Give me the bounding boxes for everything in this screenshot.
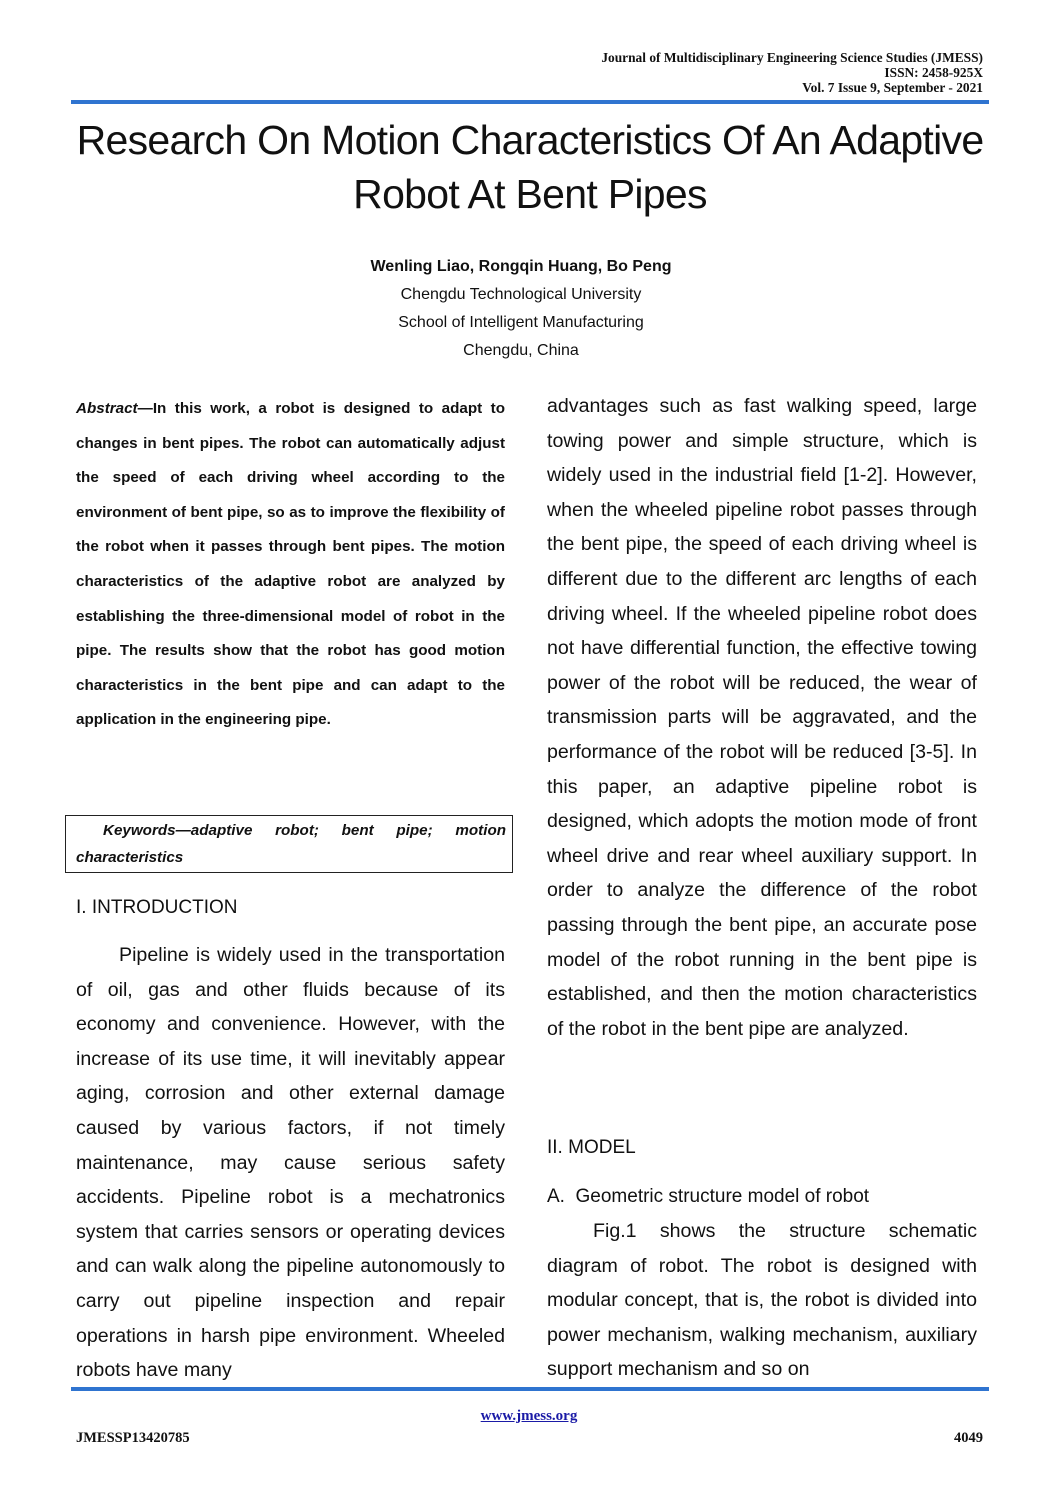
journal-name: Journal of Multidisciplinary Engineering Science Studies (JMESS) xyxy=(601,50,983,65)
left-column xyxy=(76,392,505,738)
journal-volume: Vol. 7 Issue 9, September - 2021 xyxy=(802,80,983,95)
figure-description-text: Fig.1 shows the structure schematic diagram of robot. The robot is designed with modular concept, that is, the robot is divided into power mechanism, walking mechanism, auxiliary support mechanism and so on xyxy=(547,1220,977,1381)
right-column-text: advantages such as fast walking speed, large towing power and simple structure, which is widely used in the industrial field [1-2]. However, when the wheeled pipeline robot passes through the bent pipe, the speed of each driving wheel is different due to the different arc lengths of each driving wheel. If the wheeled pipeline robot does not have differential function, the effective towing power of the robot will be reduced, the wear of transmission parts will be aggravated, and the performance of the robot will be reduced [3-5]. In this paper, an adaptive pipeline robot is designed, which adopts the motion mode of front wheel drive and rear wheel auxiliary support. In order to analyze the difference of the robot passing through the bent pipe, an accurate pose model of the robot running in the bent pipe is established, and then the motion characteristics of the robot in the bent pipe are analyzed. xyxy=(547,395,977,1040)
subsection-heading: A. Geometric structure model of robot xyxy=(547,1186,870,1207)
author-school: School of Intelligent Manufacturing xyxy=(398,314,644,331)
abstract-text: —In this work, a robot is designed to adapt to changes in bent pipes. The robot can automatically adjust the speed of each driving wheel according to the environment of bent pipe, so as to improve the flexibility of the robot when it passes through bent pipes. The motion characteristics of the adaptive robot are analyzed by establishing the three-dimensional model of robot in the pipe. The results show that the robot has good motion characteristics in the bent pipe and can adapt to the application in the engineering pipe. xyxy=(76,400,505,729)
introduction-text: Pipeline is widely used in the transportation of oil, gas and other fluids because of its economy and convenience. However, with the increase of its use time, it will inevitably appear aging, corrosion and other external damage caused by various factors, if not timely maintenance, may cause serious safety accidents. Pipeline robot is a mechatronics system that carries sensors or operating devices and can walk along the pipeline autonomously to carry out pipeline inspection and repair operations in harsh pipe environment. Wheeled robots have many xyxy=(76,944,505,1382)
journal-header xyxy=(601,50,983,95)
footer-divider xyxy=(71,1387,989,1391)
page-number: 4049 xyxy=(954,1430,983,1446)
header-divider xyxy=(71,100,989,104)
paper-id: JMESSP13420785 xyxy=(76,1430,190,1446)
keywords: Keywords—adaptive robot; bent pipe; motion characteristics xyxy=(76,822,506,866)
abstract-label: Abstract xyxy=(76,400,138,417)
author-university: Chengdu Technological University xyxy=(400,286,642,303)
author-block xyxy=(71,253,971,365)
abstract xyxy=(76,392,505,738)
journal-url-link[interactable]: www.jmess.org xyxy=(480,1408,578,1424)
author-location: Chengdu, China xyxy=(463,342,579,359)
journal-issn: ISSN: 2458-925X xyxy=(884,65,983,80)
paper-title: Research On Motion Characteristics Of An Adaptive Robot At Bent Pipes xyxy=(76,117,984,217)
section-heading-introduction: I. INTRODUCTION xyxy=(76,897,238,918)
author-names: Wenling Liao, Rongqin Huang, Bo Peng xyxy=(370,258,672,275)
section-heading-model: II. MODEL xyxy=(547,1137,636,1158)
